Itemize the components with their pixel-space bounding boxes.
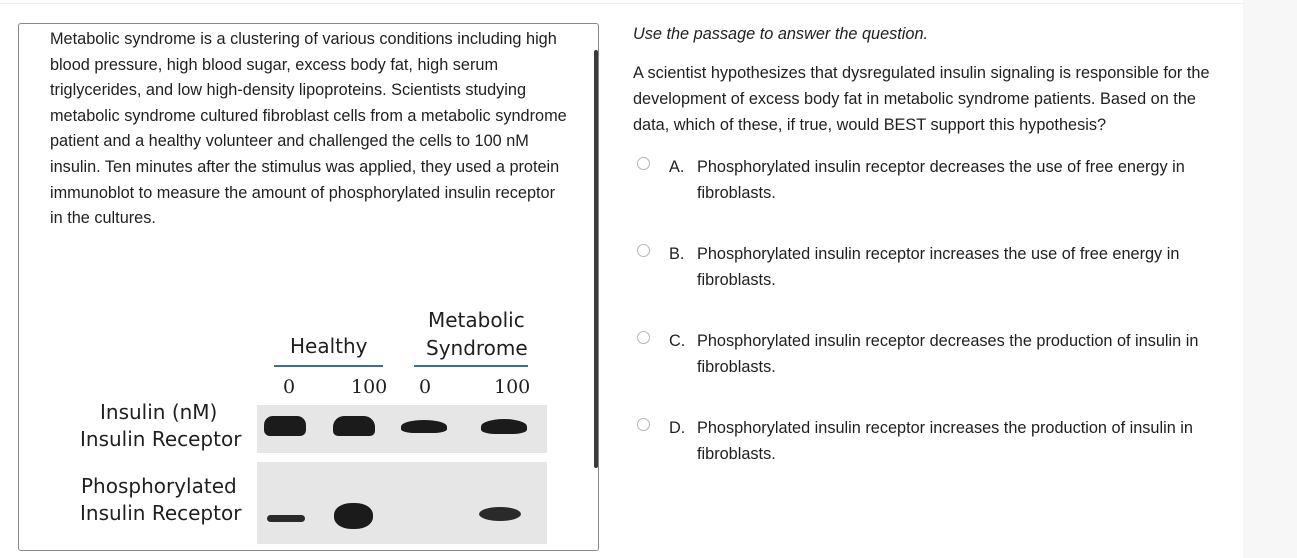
phospho-band [334, 503, 373, 529]
dose-label: 100 [494, 376, 531, 398]
group-label-healthy: Healthy [290, 334, 368, 358]
option-text: Phosphorylated insulin receptor increases the use of free energy in fibroblasts. [697, 245, 1180, 289]
phospho-band [479, 507, 521, 521]
option-a[interactable] [633, 155, 1223, 215]
option-b[interactable] [633, 242, 1223, 302]
receptor-band [333, 416, 375, 436]
instructions: Use the passage to answer the question. [633, 25, 929, 43]
dose-label: 0 [419, 376, 432, 398]
option-letter: B. [669, 245, 685, 263]
group-label-metabolic-line1: Metabolic [428, 308, 525, 332]
row-label-receptor: Insulin Receptor [80, 427, 242, 451]
top-divider [0, 3, 1243, 4]
option-letter: A. [669, 158, 685, 176]
phospho-band [267, 515, 305, 522]
receptor-band [401, 420, 447, 433]
row-label-insulin: Insulin (nM) [100, 400, 218, 424]
healthy-underline [274, 365, 383, 367]
radio-b[interactable] [637, 244, 650, 257]
passage-scrollbar[interactable] [594, 50, 598, 468]
metabolic-underline [414, 365, 528, 367]
receptor-band [264, 416, 306, 436]
row-label-phospho-line2: Insulin Receptor [80, 501, 242, 525]
option-text: Phosphorylated insulin receptor decreases the use of free energy in fibroblasts. [697, 158, 1185, 202]
option-d[interactable] [633, 416, 1223, 476]
page-gutter [1243, 0, 1297, 558]
question-stem: A scientist hypothesizes that dysregulated insulin signaling is responsible for the development of excess body fat in metabolic syndrome patients. Based on the data, which of these, if true, would BEST support this hypothesis? [633, 64, 1210, 134]
passage-panel[interactable] [18, 23, 599, 551]
group-label-metabolic-line2: Syndrome [426, 336, 528, 360]
option-letter: D. [669, 419, 686, 437]
option-text: Phosphorylated insulin receptor decreases the production of insulin in fibroblasts. [697, 332, 1199, 376]
option-letter: C. [669, 332, 686, 350]
dose-label: 100 [351, 376, 388, 398]
option-text: Phosphorylated insulin receptor increases the production of insulin in fibroblasts. [697, 419, 1193, 463]
radio-a[interactable] [637, 157, 650, 170]
radio-d[interactable] [637, 418, 650, 431]
option-c[interactable] [633, 329, 1223, 389]
phospho-blot-strip [257, 462, 547, 544]
radio-c[interactable] [637, 331, 650, 344]
row-label-phospho-line1: Phosphorylated [81, 474, 237, 498]
dose-label: 0 [283, 376, 296, 398]
passage-text: Metabolic syndrome is a clustering of various conditions including high blood pressure, high blood sugar, excess body fat, high serum triglycerides, and low high-density lipoproteins. Scientists studying metabolic syndrome cultured fibroblast cells from a metabolic syndrome patient and a healthy volunteer and challenged the cells to 100 nM insulin. Ten minutes after the stimulus was applied, they used a protein immunoblot to measure the amount of phosphorylated insulin receptor in the cultures. [50, 30, 567, 228]
receptor-band [481, 419, 527, 434]
